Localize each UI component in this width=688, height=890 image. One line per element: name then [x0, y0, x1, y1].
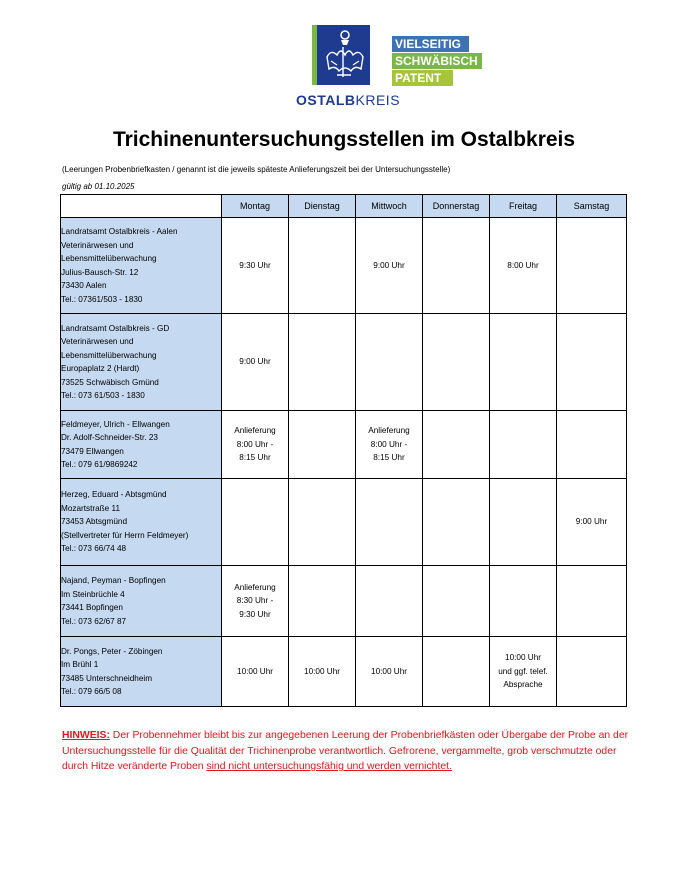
day-header: Samstag	[557, 195, 627, 218]
table-row	[61, 566, 627, 637]
time-text: 9:00 Uhr	[575, 517, 608, 527]
schedule-cell	[289, 479, 356, 566]
address-line: Landratsamt Ostalbkreis - GD	[61, 323, 170, 333]
ostalbkreis-logo	[296, 22, 486, 112]
station-address	[61, 218, 222, 314]
address-line: 73441 Bopfingen	[61, 603, 123, 612]
station-address	[61, 479, 222, 566]
schedule-cell	[557, 637, 627, 707]
address-line: Landratsamt Ostalbkreis - Aalen	[61, 227, 178, 236]
address-line: Im Steinbrüchle 4	[61, 589, 125, 599]
address-line: (Stellvertreter für Herrn Feldmeyer)	[61, 530, 189, 540]
schedule-cell	[222, 218, 289, 314]
slogan-line: VIELSEITIG	[392, 36, 469, 52]
address-line: 73525 Schwäbisch Gmünd	[61, 377, 159, 387]
schedule-cell	[423, 637, 490, 707]
address-line: Feldmeyer, Ulrich - Ellwangen	[61, 419, 170, 429]
subtitle-note: (Leerungen Probenbriefkasten / genannt ist die jeweils späteste Anlieferungszeit bei der Untersuchungsstelle)	[62, 165, 451, 174]
address-line: Europaplatz 2 (Hardt)	[61, 364, 140, 373]
station-address	[61, 566, 222, 637]
schedule-cell	[423, 566, 490, 637]
address-line: Veterinärwesen und	[61, 240, 134, 250]
address-line: Tel.: 079 61/9869242	[61, 460, 138, 469]
schedule-cell	[289, 314, 356, 411]
header-corner	[61, 195, 222, 218]
schedule-cell	[356, 479, 423, 566]
slogan	[392, 36, 482, 87]
table-row	[61, 637, 627, 707]
schedule-cell	[222, 479, 289, 566]
schedule-cell	[289, 637, 356, 707]
address-line: Im Brühl 1	[61, 660, 99, 669]
schedule-cell	[557, 218, 627, 314]
schedule-cell	[356, 566, 423, 637]
address-line: Tel.: 079 66/5 08	[61, 687, 122, 696]
station-address	[61, 637, 222, 707]
table-row	[61, 218, 627, 314]
schedule-cell	[490, 411, 557, 479]
schedule-cell	[557, 479, 627, 566]
day-header: Dienstag	[289, 195, 356, 218]
time-text: 9:30 Uhr	[239, 260, 271, 270]
day-header: Montag	[222, 195, 289, 218]
time-text: 8:15 Uhr	[373, 453, 405, 463]
time-text: 9:00 Uhr	[239, 357, 271, 367]
schedule-cell	[289, 566, 356, 637]
address-line: Tel.: 073 62/67 87	[61, 616, 127, 626]
address-line: Tel.: 073 61/503 - 1830	[61, 391, 145, 400]
schedule-cell	[356, 637, 423, 707]
time-text: 10:00 Uhr	[304, 666, 340, 676]
schedule-cell	[423, 314, 490, 411]
schedule-cell	[490, 218, 557, 314]
address-line: Tel.: 073 66/74 48	[61, 544, 127, 554]
address-line: Veterinärwesen und	[61, 337, 134, 346]
time-text: Anlieferung	[368, 426, 410, 436]
time-text: Anlieferung	[234, 426, 276, 436]
time-text: Absprache	[503, 680, 543, 690]
day-header: Donnerstag	[423, 195, 490, 218]
time-text: 10:00 Uhr	[237, 666, 273, 676]
schedule-cell	[222, 314, 289, 411]
notice-label: HINWEIS:	[62, 730, 110, 741]
schedule-cell	[490, 637, 557, 707]
header-row	[61, 195, 627, 218]
time-text: 8:00 Uhr -	[370, 439, 408, 449]
schedule-cell	[490, 479, 557, 566]
address-line: Julius-Bausch-Str. 12	[61, 267, 139, 277]
notice-text: Der Probennehmer bleibt bis zur angegebenen Leerung der Probenbriefkästen oder Übergabe der Probe an der Untersuchungsstelle für die Qualität der Trichinenprobe verantwortlich. Gefrorene, vergammelte, grob verschmutzte oder durch Hitze veränderte Proben	[62, 730, 629, 772]
time-text: Anlieferung	[234, 582, 276, 592]
schedule-cell	[356, 314, 423, 411]
page-title: Trichinenuntersuchungsstellen im Ostalbkreis	[112, 128, 576, 151]
time-text: 8:00 Uhr	[507, 260, 539, 270]
schedule-table	[60, 194, 627, 707]
schedule-cell	[356, 218, 423, 314]
time-text: 8:15 Uhr	[239, 453, 271, 463]
address-line: Tel.: 07361/503 - 1830	[61, 294, 143, 304]
time-text: 8:30 Uhr -	[236, 596, 274, 606]
time-text: 10:00 Uhr	[371, 666, 407, 676]
address-line: 73430 Aalen	[61, 281, 107, 290]
notice-underlined: sind nicht untersuchungsfähig und werden vernichtet.	[206, 761, 452, 772]
address-line: Dr. Pongs, Peter - Zöbingen	[61, 646, 163, 656]
schedule-cell	[557, 411, 627, 479]
slogan-line: PATENT	[392, 70, 453, 86]
station-address	[61, 411, 222, 479]
schedule-cell	[557, 566, 627, 637]
day-header: Freitag	[490, 195, 557, 218]
schedule-cell	[423, 218, 490, 314]
district-name: OSTALBKREIS	[296, 92, 401, 108]
day-header: Mittwoch	[356, 195, 423, 218]
schedule-cell	[222, 637, 289, 707]
schedule-cell	[557, 314, 627, 411]
address-line: Dr. Adolf-Schneider-Str. 23	[61, 433, 158, 442]
schedule-cell	[222, 566, 289, 637]
address-line: Herzeg, Eduard - Abtsgmünd	[61, 490, 167, 500]
station-address	[61, 314, 222, 411]
valid-from: gültig ab 01.10.2025	[62, 182, 135, 191]
address-line: 73479 Ellwangen	[61, 446, 124, 456]
address-line: Lebensmittelüberwachung	[61, 254, 157, 263]
schedule-cell	[289, 218, 356, 314]
schedule-cell	[423, 411, 490, 479]
time-text: 8:00 Uhr -	[236, 439, 274, 449]
schedule-cell	[222, 411, 289, 479]
schedule-cell	[490, 566, 557, 637]
address-line: Mozartstraße 11	[61, 503, 120, 513]
table-row	[61, 479, 627, 566]
time-text: und ggf. telef.	[498, 666, 548, 676]
address-line: 73485 Unterschneidheim	[61, 673, 153, 683]
address-line: Lebensmittelüberwachung	[61, 350, 157, 360]
coat-of-arms-icon	[312, 25, 370, 85]
schedule-cell	[490, 314, 557, 411]
address-line: 73453 Abtsgmünd	[61, 517, 128, 527]
slogan-line: SCHWÄBISCH	[392, 53, 482, 69]
address-line: Najand, Peyman - Bopfingen	[61, 576, 166, 585]
table-row	[61, 314, 627, 411]
schedule-cell	[423, 479, 490, 566]
time-text: 10:00 Uhr	[505, 653, 541, 663]
time-text: 9:00 Uhr	[373, 260, 405, 270]
schedule-cell	[289, 411, 356, 479]
table-row	[61, 411, 627, 479]
time-text: 9:30 Uhr	[239, 609, 271, 619]
notice	[62, 728, 632, 775]
schedule-cell	[356, 411, 423, 479]
